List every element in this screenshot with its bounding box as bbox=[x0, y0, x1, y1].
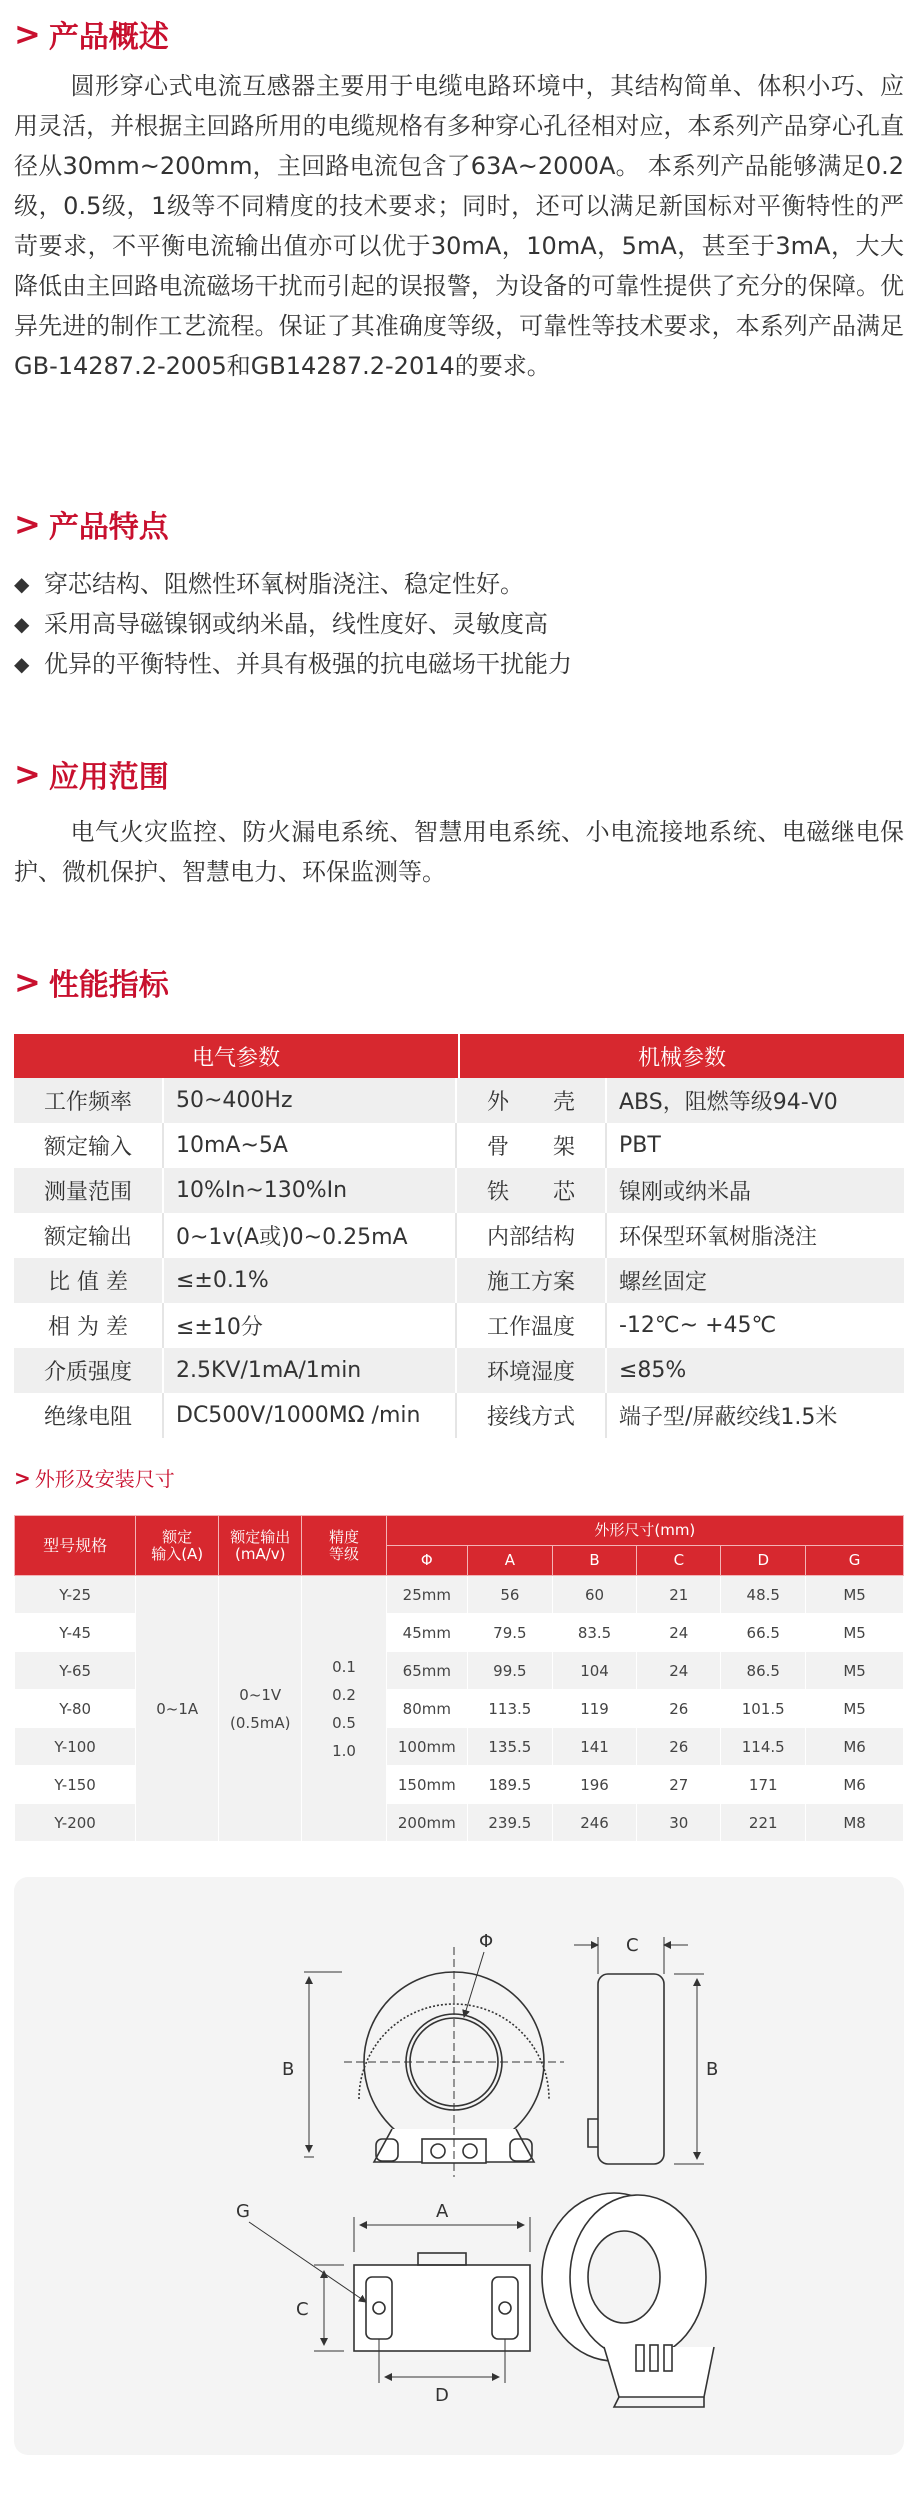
size-cell: 24 bbox=[637, 1652, 721, 1690]
size-cell: 65mm bbox=[386, 1652, 467, 1690]
size-cell: M8 bbox=[806, 1804, 904, 1842]
param-label: 工作温度 bbox=[457, 1303, 607, 1348]
table-row bbox=[15, 1576, 904, 1614]
performance-row bbox=[14, 1213, 904, 1258]
performance-row bbox=[14, 1123, 904, 1168]
chevron-right-icon: > bbox=[14, 963, 41, 1001]
param-label: 铁 芯 bbox=[457, 1168, 607, 1213]
label-c-bottom: C bbox=[296, 2299, 309, 2320]
param-value: 0~1v(A或)0~0.25mA bbox=[164, 1213, 457, 1258]
size-cell: M5 bbox=[806, 1576, 904, 1614]
param-label: 相 为 差 bbox=[14, 1303, 164, 1348]
size-cell: 25mm bbox=[386, 1576, 467, 1614]
size-cell: 150mm bbox=[386, 1766, 467, 1804]
size-cell: 30 bbox=[637, 1804, 721, 1842]
model-cell: Y-80 bbox=[15, 1690, 136, 1728]
param-value: 环保型环氧树脂浇注 bbox=[619, 1225, 818, 1250]
param-label: 骨 架 bbox=[457, 1123, 607, 1168]
param-value: ≤±0.1% bbox=[164, 1258, 457, 1303]
size-cell: 24 bbox=[637, 1614, 721, 1652]
diamond-bullet-icon: ◆ bbox=[14, 652, 30, 676]
size-cell: 200mm bbox=[386, 1804, 467, 1842]
size-cell: 119 bbox=[552, 1690, 637, 1728]
label-d: D bbox=[435, 2385, 449, 2406]
dimensions-table bbox=[14, 1515, 904, 1842]
size-cell: 99.5 bbox=[467, 1652, 552, 1690]
output-cell bbox=[219, 1576, 302, 1842]
param-label: 测量范围 bbox=[14, 1168, 164, 1213]
param-label: 接线方式 bbox=[457, 1393, 607, 1438]
performance-table bbox=[14, 1034, 904, 1438]
list-item: ◆ 优异的平衡特性、并具有极强的抗电磁场干扰能力 bbox=[14, 644, 904, 684]
isometric-view bbox=[542, 2193, 714, 2407]
param-value: ≤±10分 bbox=[164, 1303, 457, 1348]
features-title: > 产品特点 bbox=[14, 505, 169, 545]
model-cell: Y-100 bbox=[15, 1728, 136, 1766]
output-value: 0~1V bbox=[239, 1685, 282, 1704]
param-label: 施工方案 bbox=[457, 1258, 607, 1303]
size-cell: 83.5 bbox=[552, 1614, 637, 1652]
header-accuracy: 精度 等级 bbox=[302, 1516, 386, 1576]
dimension-drawing-svg bbox=[14, 1877, 904, 2455]
features-list bbox=[14, 564, 904, 684]
size-cell: 246 bbox=[552, 1804, 637, 1842]
param-value: 10%In~130%In bbox=[164, 1168, 457, 1213]
size-cell: 196 bbox=[552, 1766, 637, 1804]
overview-title: > 产品概述 bbox=[14, 15, 169, 55]
size-cell: 221 bbox=[721, 1804, 806, 1842]
param-label: 额定输出 bbox=[14, 1213, 164, 1258]
performance-row bbox=[14, 1078, 904, 1123]
param-value: DC500V/1000MΩ /min bbox=[164, 1393, 457, 1438]
accuracy-cell bbox=[302, 1576, 386, 1842]
size-cell: 189.5 bbox=[467, 1766, 552, 1804]
param-value: 2.5KV/1mA/1min bbox=[164, 1348, 457, 1393]
size-cell: 79.5 bbox=[467, 1614, 552, 1652]
label-c-side: C bbox=[626, 1935, 639, 1956]
chevron-right-icon: > bbox=[14, 15, 41, 53]
size-cell: 56 bbox=[467, 1576, 552, 1614]
param-label: 环境湿度 bbox=[457, 1348, 607, 1393]
performance-table-header bbox=[14, 1034, 904, 1078]
param-value: ≤85% bbox=[619, 1358, 687, 1383]
param-label: 工作频率 bbox=[14, 1078, 164, 1123]
header-size-col: D bbox=[721, 1546, 806, 1576]
performance-row bbox=[14, 1348, 904, 1393]
accuracy-value: 0.2 bbox=[332, 1685, 356, 1704]
size-cell: M6 bbox=[806, 1766, 904, 1804]
size-cell: 26 bbox=[637, 1690, 721, 1728]
label-phi: Φ bbox=[479, 1931, 494, 1952]
param-label: 外 壳 bbox=[457, 1078, 607, 1123]
list-item: ◆ 采用高导磁镍钢或纳米晶，线性度好、灵敏度高 bbox=[14, 604, 904, 644]
model-cell: Y-65 bbox=[15, 1652, 136, 1690]
chevron-right-icon: > bbox=[14, 505, 41, 543]
size-cell: 171 bbox=[721, 1766, 806, 1804]
header-size-col: C bbox=[637, 1546, 721, 1576]
label-b-front: B bbox=[282, 2059, 295, 2080]
output-value: (0.5mA) bbox=[230, 1713, 291, 1732]
size-cell: 101.5 bbox=[721, 1690, 806, 1728]
param-label: 额定输入 bbox=[14, 1123, 164, 1168]
model-cell: Y-150 bbox=[15, 1766, 136, 1804]
side-view bbox=[574, 1937, 704, 2164]
param-value: 50~400Hz bbox=[164, 1078, 457, 1123]
model-cell: Y-45 bbox=[15, 1614, 136, 1652]
header-input: 额定 输入(A) bbox=[136, 1516, 219, 1576]
size-cell: 26 bbox=[637, 1728, 721, 1766]
size-cell: 80mm bbox=[386, 1690, 467, 1728]
size-cell: 86.5 bbox=[721, 1652, 806, 1690]
size-cell: 114.5 bbox=[721, 1728, 806, 1766]
param-value: ABS，阻燃等级94-V0 bbox=[619, 1090, 838, 1115]
label-g: G bbox=[236, 2201, 250, 2222]
param-value: 螺丝固定 bbox=[619, 1270, 708, 1295]
size-cell: M6 bbox=[806, 1728, 904, 1766]
header-model: 型号规格 bbox=[15, 1516, 136, 1576]
param-value: 10mA~5A bbox=[164, 1123, 457, 1168]
list-item: ◆ 穿芯结构、阻燃性环氧树脂浇注、稳定性好。 bbox=[14, 564, 904, 604]
application-paragraph: 电气火灾监控、防火漏电系统、智慧用电系统、小电流接地系统、电磁继电保护、微机保护、智慧电力、环保监测等。 bbox=[14, 818, 904, 886]
size-cell: 45mm bbox=[386, 1614, 467, 1652]
dims-title: > 外形及安装尺寸 bbox=[14, 1465, 175, 1491]
model-cell: Y-200 bbox=[15, 1804, 136, 1842]
param-value: 镍刚或纳米晶 bbox=[619, 1180, 752, 1205]
label-a: A bbox=[436, 2201, 449, 2222]
performance-row bbox=[14, 1393, 904, 1438]
header-output: 额定输出 (mA/v) bbox=[219, 1516, 302, 1576]
input-cell: 0~1A bbox=[136, 1576, 219, 1842]
header-size-col: Φ bbox=[386, 1546, 467, 1576]
param-value: 端子型/屏蔽绞线1.5米 bbox=[619, 1405, 838, 1430]
size-cell: M5 bbox=[806, 1614, 904, 1652]
size-cell: 66.5 bbox=[721, 1614, 806, 1652]
param-label: 内部结构 bbox=[457, 1213, 607, 1258]
size-cell: 113.5 bbox=[467, 1690, 552, 1728]
diamond-bullet-icon: ◆ bbox=[14, 612, 30, 636]
size-cell: M5 bbox=[806, 1690, 904, 1728]
param-label: 介质强度 bbox=[14, 1348, 164, 1393]
param-value: -12℃~ +45℃ bbox=[619, 1313, 777, 1338]
header-size-col: B bbox=[552, 1546, 637, 1576]
size-cell: 141 bbox=[552, 1728, 637, 1766]
mechanical-params-header: 机械参数 bbox=[458, 1034, 904, 1078]
overview-paragraph: 圆形穿心式电流互感器主要用于电缆电路环境中，其结构简单、体积小巧、应用灵活，并根据主回路所用的电缆规格有多种穿心孔径相对应，本系列产品穿心孔直径从30mm~200mm，主回路电流包含了63A~2000A。 本系列产品能够满足0.2级，0.5级，1级等不同精度的技术要求；同时，还可以满足新国标对平衡特性的严苛要求，不平衡电流输出值亦可以优于30mA，10mA，5mA，甚至于3mA，大大降低由主回路电流磁场干扰而引起的误报警，为设备的可靠性提供了充分的保障。优异先进的制作工艺流程。保证了其准确度等级，可靠性等技术要求，本系列产品满足GB-14287.2-2005和GB14287.2-2014的要求。 bbox=[14, 72, 904, 380]
size-cell: 21 bbox=[637, 1576, 721, 1614]
performance-title: > 性能指标 bbox=[14, 963, 169, 1003]
bottom-view bbox=[249, 2217, 530, 2383]
size-cell: 60 bbox=[552, 1576, 637, 1614]
application-title: > 应用范围 bbox=[14, 755, 169, 795]
accuracy-value: 0.1 bbox=[332, 1657, 356, 1676]
size-cell: 48.5 bbox=[721, 1576, 806, 1614]
accuracy-value: 1.0 bbox=[332, 1741, 356, 1760]
chevron-right-icon: > bbox=[14, 755, 41, 793]
model-cell: Y-25 bbox=[15, 1576, 136, 1614]
param-value: PBT bbox=[619, 1133, 661, 1158]
performance-row bbox=[14, 1258, 904, 1303]
electrical-params-header: 电气参数 bbox=[14, 1034, 458, 1078]
performance-row bbox=[14, 1168, 904, 1213]
dimension-drawing bbox=[14, 1877, 904, 2455]
size-cell: 135.5 bbox=[467, 1728, 552, 1766]
chevron-right-icon: > bbox=[14, 1465, 31, 1490]
accuracy-value: 0.5 bbox=[332, 1713, 356, 1732]
param-label: 绝缘电阻 bbox=[14, 1393, 164, 1438]
size-cell: 104 bbox=[552, 1652, 637, 1690]
size-cell: 27 bbox=[637, 1766, 721, 1804]
size-cell: 100mm bbox=[386, 1728, 467, 1766]
header-size-col: A bbox=[467, 1546, 552, 1576]
header-size-col: G bbox=[806, 1546, 904, 1576]
performance-row bbox=[14, 1303, 904, 1348]
header-size: 外形尺寸(mm) bbox=[386, 1516, 903, 1546]
label-b-side: B bbox=[706, 2059, 719, 2080]
diamond-bullet-icon: ◆ bbox=[14, 572, 30, 596]
param-label: 比 值 差 bbox=[14, 1258, 164, 1303]
size-cell: 239.5 bbox=[467, 1804, 552, 1842]
front-view bbox=[304, 1947, 564, 2177]
size-cell: M5 bbox=[806, 1652, 904, 1690]
